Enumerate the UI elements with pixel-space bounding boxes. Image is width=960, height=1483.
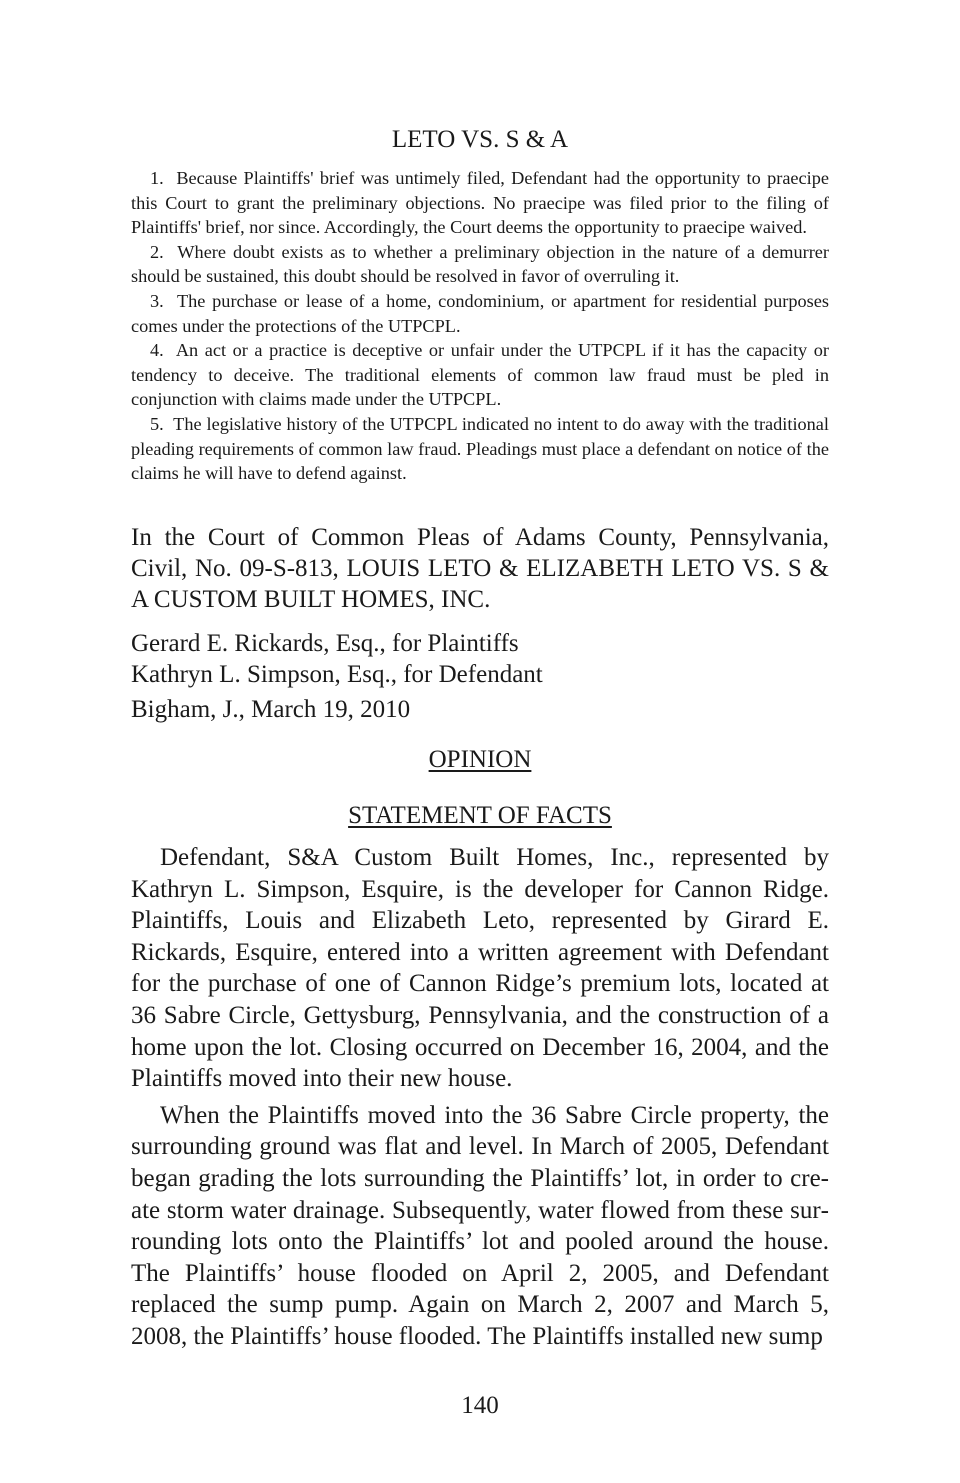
- headnote-2: 2. Where doubt exists as to whether a preliminary objection in the nature of a demurrer should be sustained, this doubt should be resolved in favor of overruling it.: [131, 241, 829, 287]
- counsel-plaintiffs: Gerard E. Rickards, Esq., for Plaintiffs: [131, 630, 519, 657]
- statement-of-facts-heading: [131, 800, 829, 832]
- headnote-1: 1. Because Plaintiffs' brief was untimely filed, Defendant had the opportunity to praecipe this Court to grant the preliminary objections. No praecipe was filed prior to the filing of Plaintiffs' brief, nor since. Accordingly, the Court deems the opportunity to praecipe waived.: [131, 168, 829, 238]
- opinion-heading-text: OPINION: [428, 746, 532, 773]
- headnote-5: 5. The legislative history of the UTPCPL indicated no intent to do away with the traditional pleading requirements of common law fraud. Pleadings must place a defendant on notice of the claims he will have to defend against.: [131, 413, 829, 484]
- running-head: LETO VS. S & A: [391, 126, 569, 153]
- case-caption-text: In the Court of Common Pleas of Adams County, Pennsylvania, Civil, No. 09-S-813, LOUIS LETO & ELIZABETH LETO VS. S & A CUSTOM BUILT HOMES, INC.: [131, 524, 829, 613]
- counsel-defendant: Kathryn L. Simpson, Esq., for Defendant: [131, 661, 543, 688]
- statement-of-facts-heading-text: STATEMENT OF FACTS: [348, 802, 612, 829]
- judge-line: Bigham, J., March 19, 2010: [131, 696, 411, 723]
- counsel-block: [131, 628, 829, 690]
- headnote-3: 3. The purchase or lease of a home, condominium, or apartment for residential purposes comes under the protections of the UTPCPL.: [131, 290, 829, 336]
- headnote-4: 4. An act or a practice is deceptive or unfair under the UTPCPL if it has the capacity or tendency to deceive. The traditional elements of common law fraud must be pled in conjunction with claims made under the UTPCPL.: [131, 340, 829, 410]
- case-caption: [131, 522, 829, 615]
- headnotes: [131, 166, 829, 486]
- opinion-body: [131, 842, 829, 1358]
- body-paragraph-2: When the Plaintiffs moved into the 36 Sabre Circle property, the surrounding ground was flat and level. In March of 2005, Defendant began grading the lots surrounding the Plaintiffs’ lot, in order to create storm water drainage. Subsequently, water flowed from these surrounding lots onto the Plaintiffs’ lot and pooled around the house. The Plaintiffs’ house flooded on April 2, 2005, and Defendant replaced the sump pump. Again on March 2, 2007 and March 5, 2008, the Plaintiffs’ house flooded. The Plaintiffs installed new sump: [131, 1101, 829, 1350]
- page-number: 140: [461, 1392, 499, 1419]
- body-paragraph-1: Defendant, S&A Custom Built Homes, Inc., represented by Kathryn L. Simpson, Esquire, is the developer for Cannon Ridge. Plaintiffs, Louis and Elizabeth Leto, represented by Girard E. Rickards, Esquire, entered into a written agreement with Defendant for the purchase of one of Cannon Ridge’s premium lots, located at 36 Sabre Circle, Gettysburg, Pennsylvania, and the construction of a home upon the lot. Closing occurred on December 16, 2004, and the Plaintiffs moved into their new house.: [131, 844, 829, 1093]
- opinion-heading: [131, 744, 829, 776]
